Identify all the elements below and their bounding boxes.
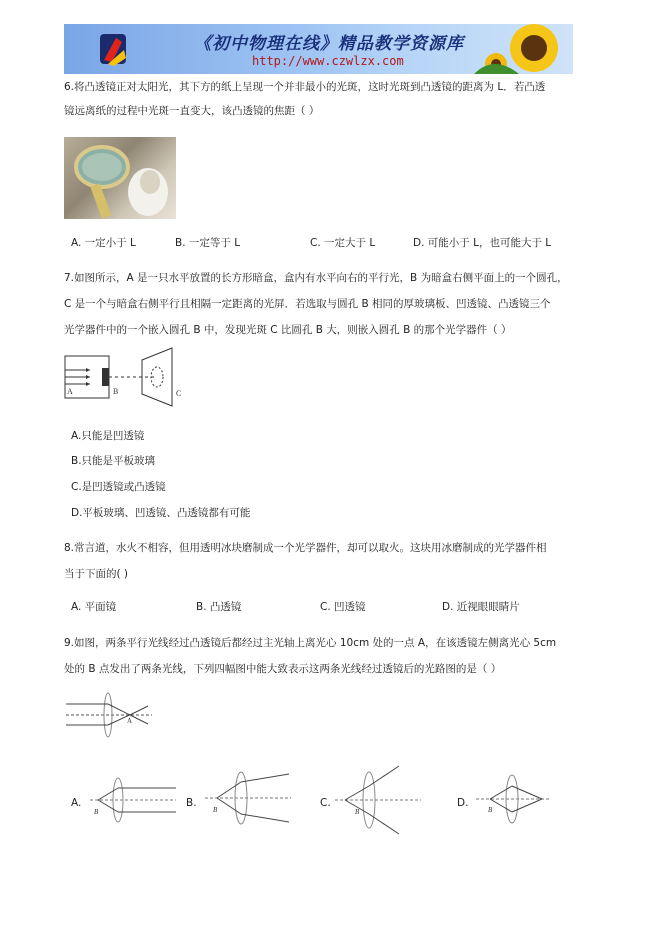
q7-dark-box-figure xyxy=(62,346,187,408)
q9-a-point-b: B xyxy=(94,808,99,816)
q7-line-1: 7.如图所示，A 是一只水平放置的长方形暗盒，盒内有水平向右的平行光，B 为暗盒右侧平面上的一个圆孔， xyxy=(64,272,568,284)
q7-option-d: D.平板玻璃、凹透镜、凸透镜都有可能 xyxy=(71,507,251,519)
q6-line-1: 6.将凸透镜正对太阳光，其下方的纸上呈现一个并非最小的光斑，这时光斑到凸透镜的距离为 L．若凸透 xyxy=(64,81,546,93)
q9-option-a-label: A. xyxy=(71,797,82,809)
q6-option-b: B. 一定等于 L xyxy=(175,237,241,249)
q9-c-point-b: B xyxy=(355,808,360,816)
q7-label-c: C xyxy=(176,389,182,398)
q9-line-1: 9.如图，两条平行光线经过凸透镜后都经过主光轴上离光心 10cm 处的一点 A，在该透镜左侧离光心 5cm xyxy=(64,637,557,649)
q8-option-d: D. 近视眼眼睛片 xyxy=(442,601,520,613)
q6-option-c: C. 一定大于 L xyxy=(310,237,376,249)
q6-line-2: 镜远离纸的过程中光斑一直变大，该凸透镜的焦距（ ） xyxy=(64,105,320,117)
q6-option-a: A. 一定小于 L xyxy=(71,237,136,249)
q8-option-c: C. 凹透镜 xyxy=(320,601,366,613)
header-banner xyxy=(64,24,573,74)
magnifier-icon xyxy=(64,137,176,219)
sunflower-icon xyxy=(474,24,558,74)
q7-label-a: A xyxy=(67,387,73,396)
q9-option-c-figure xyxy=(335,764,425,836)
q6-option-d: D. 可能小于 L，也可能大于 L xyxy=(413,237,552,249)
q9-option-b-label: B. xyxy=(186,797,197,809)
q9-d-point-b: B xyxy=(488,806,493,814)
banner-url: http://www.czwlzx.com xyxy=(252,54,404,68)
logo-icon xyxy=(100,34,126,66)
q9-option-a-figure xyxy=(90,770,180,830)
q8-option-a: A. 平面镜 xyxy=(71,601,117,613)
q8-line-1: 8.常言道，水火不相容，但用透明冰块磨制成一个光学器件，却可以取火。这块用冰磨制成的光学器件相 xyxy=(64,542,547,554)
q7-line-3: 光学器件中的一个嵌入圆孔 B 中，发现光斑 C 比圆孔 B 大，则嵌入圆孔 B 的那个光学器件（ ） xyxy=(64,324,512,336)
banner-title: 《初中物理在线》精品教学资源库 xyxy=(194,34,464,54)
q7-label-b: B xyxy=(113,387,119,396)
q9-point-a-label: A xyxy=(127,717,133,725)
q9-main-figure xyxy=(64,690,154,740)
q9-b-point-b: B xyxy=(213,806,218,814)
q9-option-d-figure xyxy=(476,768,556,830)
magnifier-photo xyxy=(64,137,176,219)
q8-line-2: 当于下面的( ) xyxy=(64,568,129,580)
q9-option-b-figure xyxy=(205,766,295,830)
q7-line-2: C 是一个与暗盒右侧平行且相隔一定距离的光屏．若选取与圆孔 B 相同的厚玻璃板、凹透镜、凸透镜三个 xyxy=(64,298,551,310)
q9-line-2: 处的 B 点发出了两条光线，下列四幅图中能大致表示这两条光线经过透镜后的光路图的是（ ） xyxy=(64,663,502,675)
q8-option-b: B. 凸透镜 xyxy=(196,601,242,613)
q7-option-b: B.只能是平板玻璃 xyxy=(71,455,156,467)
q7-option-c: C.是凹透镜或凸透镜 xyxy=(71,481,166,493)
q7-option-a: A.只能是凹透镜 xyxy=(71,430,145,442)
q9-option-d-label: D. xyxy=(457,797,469,809)
q9-option-c-label: C. xyxy=(320,797,331,809)
